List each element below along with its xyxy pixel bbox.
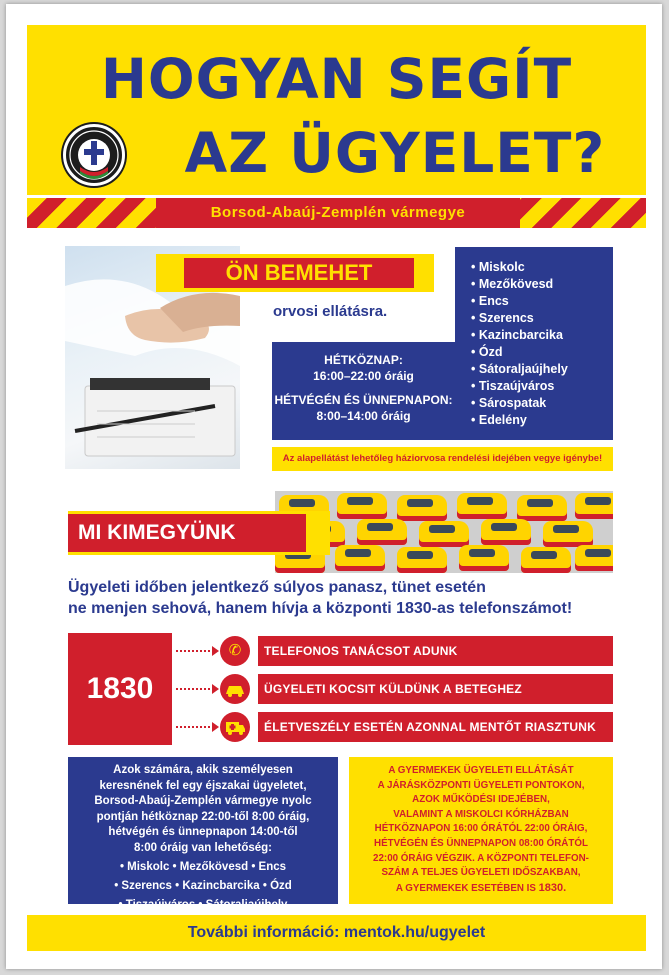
children-info-line: A GYERMEKEK ÜGYELETI ELLÁTÁSÁT xyxy=(388,765,574,776)
night-city-row: • Szerencs • Kazincbarcika • Ózd xyxy=(114,880,292,892)
list-item: • Sátoraljaújhely xyxy=(471,361,613,378)
title-line-2: AZ ÜGYELET? xyxy=(184,121,606,185)
weekday-hours: 16:00–22:00 óráig xyxy=(313,369,414,383)
children-info-number: 1830. xyxy=(538,881,567,894)
weekday-label: HÉTKÖZNAP: xyxy=(324,353,403,367)
arrow-icon xyxy=(212,684,219,694)
weekend-label: HÉTVÉGÉN ÉS ÜNNEPNAPON: xyxy=(274,393,453,407)
children-info-prefix: A GYERMEKEK ESETÉBEN IS xyxy=(395,882,539,894)
night-info-line: 8:00 óráig van lehetőség: xyxy=(133,841,273,854)
connector xyxy=(176,688,214,690)
arrow-icon xyxy=(212,722,219,732)
night-info-line: Azok számára, akik személyesen xyxy=(113,764,293,776)
list-item: • Edelény xyxy=(471,412,613,429)
outreach-heading-box xyxy=(68,511,330,555)
outreach-intro xyxy=(68,577,628,619)
walk-in-subtext: orvosi ellátásra. xyxy=(273,303,388,320)
walk-in-heading: ÖN BEMEHET xyxy=(184,258,414,288)
night-city-row: • Miskolc • Mezőkövesd • Encs xyxy=(119,861,287,873)
list-item: • Miskolc xyxy=(471,259,613,276)
children-info-line: SZÁM A TELJES ÜGYELETI IDŐSZAKBAN, xyxy=(381,867,581,879)
night-city-row: • Tiszaújváros • Sátoraljaújhely xyxy=(118,899,288,911)
list-item: • Sárospatak xyxy=(471,395,613,412)
night-duty-info xyxy=(68,757,338,911)
action-dispatch-ambulance: ÉLETVESZÉLY ESETÉN AZONNAL MENTŐT RIASZTUNK xyxy=(258,712,613,742)
list-item: • Kazincbarcika xyxy=(471,327,613,344)
children-info-line: HÉTKÖZNAPON 16:00 ÓRÁTÓL 22:00 ÓRÁIG, xyxy=(374,823,588,835)
list-item: • Encs xyxy=(471,293,613,310)
car-icon xyxy=(220,674,250,704)
walk-in-hours xyxy=(272,342,455,440)
night-info-line: keresnének fel egy éjszakai ügyeletet, xyxy=(99,779,307,792)
title-line-1: HOGYAN SEGÍT xyxy=(100,47,573,111)
night-info-line: pontján hétköznap 22:00-től 8:00 óráig, xyxy=(96,810,310,823)
phone-icon: ✆ xyxy=(220,636,250,666)
list-item: • Szerencs xyxy=(471,310,613,327)
list-item: • Mezőkövesd xyxy=(471,276,613,293)
ambulance-service-logo xyxy=(63,124,125,186)
primary-care-notice: Az alapellátást lehetőleg háziorvosa rendelési idejében vegye igénybe! xyxy=(272,447,613,471)
children-info-line: AZOK MŰKÖDÉSI IDEJÉBEN, xyxy=(412,794,550,806)
poster xyxy=(6,4,662,969)
night-info-line: hétvégén és ünnepnapon 14:00-től xyxy=(108,826,298,838)
list-item: • Ózd xyxy=(471,344,613,361)
children-info-line: A JÁRÁSKÖZPONTI ÜGYELETI PONTOKON, xyxy=(377,779,585,791)
walk-in-heading-box xyxy=(156,254,434,292)
walk-in-city-list xyxy=(455,247,613,440)
ambulance-icon xyxy=(220,712,250,742)
children-info-line: HÉTVÉGÉN ÉS ÜNNEPNAPON 08:00 ÓRÁTÓL xyxy=(374,837,588,849)
children-info-line: VALAMINT A MISKOLCI KÓRHÁZBAN xyxy=(393,808,569,820)
arrow-icon xyxy=(212,646,219,656)
intro-line-2: ne menjen sehová, hanem hívja a központi 1830-as telefonszámot! xyxy=(68,600,573,617)
children-duty-info xyxy=(349,757,613,904)
weekend-hours: 8:00–14:00 óráig xyxy=(316,409,411,423)
footer-more-info: További információ: mentok.hu/ugyelet xyxy=(27,915,646,951)
region-label: Borsod-Abaúj-Zemplén vármegye xyxy=(156,198,520,228)
connector xyxy=(176,726,214,728)
list-item: • Tiszaújváros xyxy=(471,378,613,395)
emergency-number-box: 1830 xyxy=(68,633,172,745)
night-info-line: Borsod-Abaúj-Zemplén vármegye nyolc xyxy=(94,795,312,807)
children-info-line: 22:00 ÓRÁIG VÉGZIK. A KÖZPONTI TELEFON- xyxy=(373,852,589,864)
outreach-heading: MI KIMEGYÜNK xyxy=(68,514,306,552)
connector xyxy=(176,650,214,652)
action-send-car: ÜGYELETI KOCSIT KÜLDÜNK A BETEGHEZ xyxy=(258,674,613,704)
title-block xyxy=(27,25,646,195)
intro-line-1: Ügyeleti időben jelentkező súlyos panasz, tünet esetén xyxy=(68,579,486,596)
action-phone-advice: TELEFONOS TANÁCSOT ADUNK xyxy=(258,636,613,666)
children-info-last-line xyxy=(349,881,613,897)
logo-emblem-icon xyxy=(66,127,122,183)
